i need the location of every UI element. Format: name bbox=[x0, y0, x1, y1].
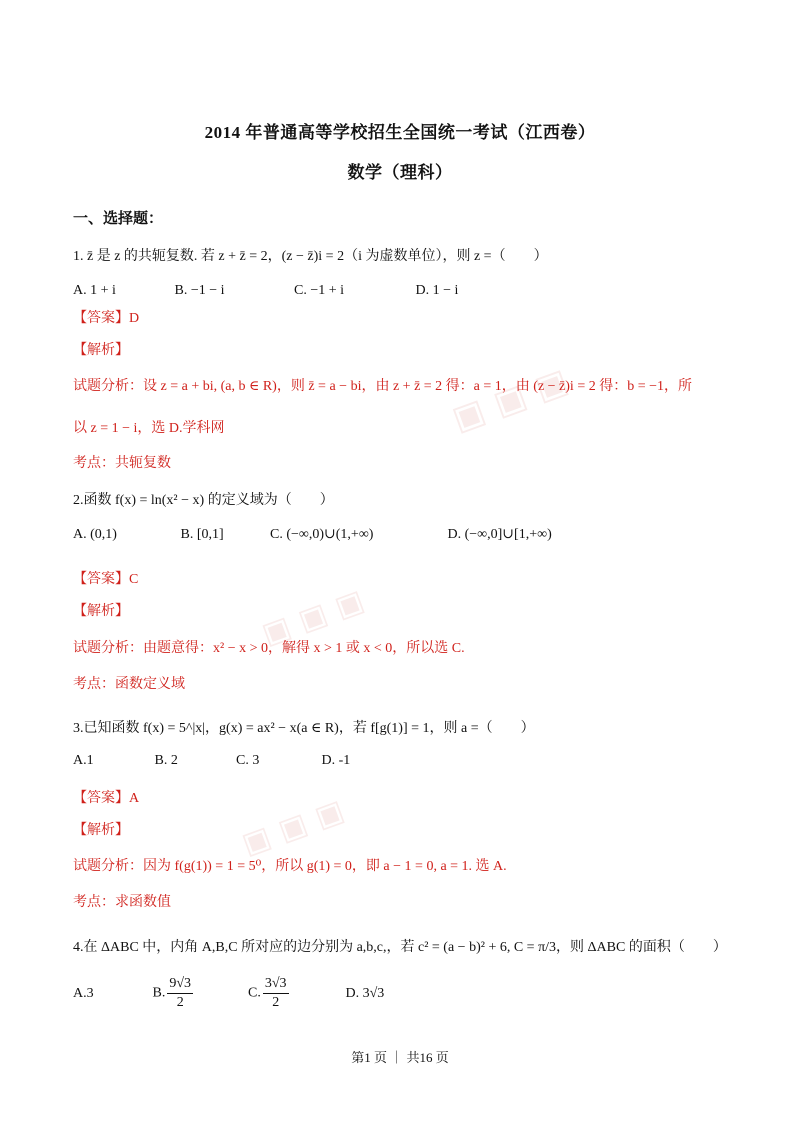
question-4-stem: 4.在 ΔABC 中，内角 A,B,C 所对应的边分别为 a,b,c,，若 c² = (a − b)² + 6, C = π/3，则 ΔABC 的面积（ ） bbox=[73, 940, 727, 955]
option-a: A. 1 + i bbox=[73, 283, 116, 298]
question-1-analysis-line1: 试题分析：设 z = a + bi, (a, b ∈ R)，则 z̄ = a − bi，由 z + z̄ = 2 得：a = 1，由 (z − z̄)i = 2 得：b = −1，所 bbox=[73, 379, 693, 394]
question-3-options bbox=[73, 753, 350, 769]
question-2-analysis-label: 【解析】 bbox=[73, 604, 129, 619]
question-2-options bbox=[73, 526, 552, 543]
question-3-stem: 3.已知函数 f(x) = 5^|x|，g(x) = ax² − x(a ∈ R)，若 f[g(1)] = 1，则 a =（ ） bbox=[73, 721, 535, 736]
question-3-analysis-line1: 试题分析：因为 f(g(1)) = 1 = 5⁰，所以 g(1) = 0，即 a − 1 = 0, a = 1. 选 A. bbox=[73, 859, 507, 874]
fraction-numerator: 3√3 bbox=[263, 975, 289, 994]
option-c-label: C. bbox=[248, 985, 261, 1001]
option-b bbox=[153, 975, 245, 1012]
option-c-fraction bbox=[263, 975, 289, 1012]
question-1-options bbox=[73, 283, 458, 299]
page-title: 2014 年普通高等学校招生全国统一考试（江西卷） bbox=[204, 123, 596, 142]
question-2-point: 考点：函数定义域 bbox=[73, 677, 185, 692]
fraction-numerator: 9√3 bbox=[167, 975, 193, 994]
option-b: B. −1 − i bbox=[174, 283, 225, 298]
question-3-answer: 【答案】A bbox=[73, 791, 140, 806]
watermark-logo: ▣ ▣ ▣ bbox=[446, 360, 574, 440]
option-c bbox=[248, 975, 342, 1012]
option-b: B. 2 bbox=[154, 753, 178, 768]
option-a: A.1 bbox=[73, 753, 94, 768]
question-2-answer: 【答案】C bbox=[73, 572, 139, 587]
question-2-analysis-line1: 试题分析：由题意得：x² − x > 0，解得 x > 1 或 x < 0，所以选 C. bbox=[73, 641, 465, 656]
option-a: A.3 bbox=[73, 985, 94, 1001]
page-footer: 第1 页 ｜ 共16 页 bbox=[351, 1050, 449, 1065]
option-d: D. -1 bbox=[321, 753, 351, 768]
option-d: D. 3√3 bbox=[345, 985, 385, 1001]
section-heading: 一、选择题： bbox=[73, 211, 164, 227]
question-4-options bbox=[73, 975, 384, 1012]
question-1-answer: 【答案】D bbox=[73, 311, 140, 326]
watermark-logo: ▣ ▣ ▣ bbox=[237, 792, 349, 863]
question-3-point: 考点：求函数值 bbox=[73, 895, 171, 910]
question-1-point: 考点：共轭复数 bbox=[73, 456, 171, 471]
question-1-analysis-line2: 以 z = 1 − i，选 D.学科网 bbox=[73, 421, 225, 436]
question-3-analysis-label: 【解析】 bbox=[73, 823, 129, 838]
question-1-analysis-label: 【解析】 bbox=[73, 343, 129, 358]
option-d: D. (−∞,0]∪[1,+∞) bbox=[447, 527, 552, 542]
fraction-denominator: 2 bbox=[272, 995, 280, 1010]
option-d: D. 1 − i bbox=[415, 283, 459, 298]
option-a: A. (0,1) bbox=[73, 527, 117, 542]
question-2-stem: 2.函数 f(x) = ln(x² − x) 的定义域为（ ） bbox=[73, 493, 334, 508]
option-b-fraction bbox=[167, 975, 193, 1012]
option-b-label: B. bbox=[152, 985, 166, 1001]
option-b: B. [0,1] bbox=[180, 527, 224, 542]
page-subtitle: 数学（理科） bbox=[347, 163, 453, 182]
option-c: C. (−∞,0)∪(1,+∞) bbox=[270, 527, 374, 542]
question-1-stem: 1. z̄ 是 z 的共轭复数. 若 z + z̄ = 2，(z − z̄)i = 2（i 为虚数单位），则 z =（ ） bbox=[73, 249, 548, 264]
option-c: C. −1 + i bbox=[294, 283, 345, 298]
watermark-logo: ▣ ▣ ▣ bbox=[257, 582, 369, 653]
option-c: C. 3 bbox=[236, 753, 260, 768]
fraction-denominator: 2 bbox=[176, 995, 184, 1010]
